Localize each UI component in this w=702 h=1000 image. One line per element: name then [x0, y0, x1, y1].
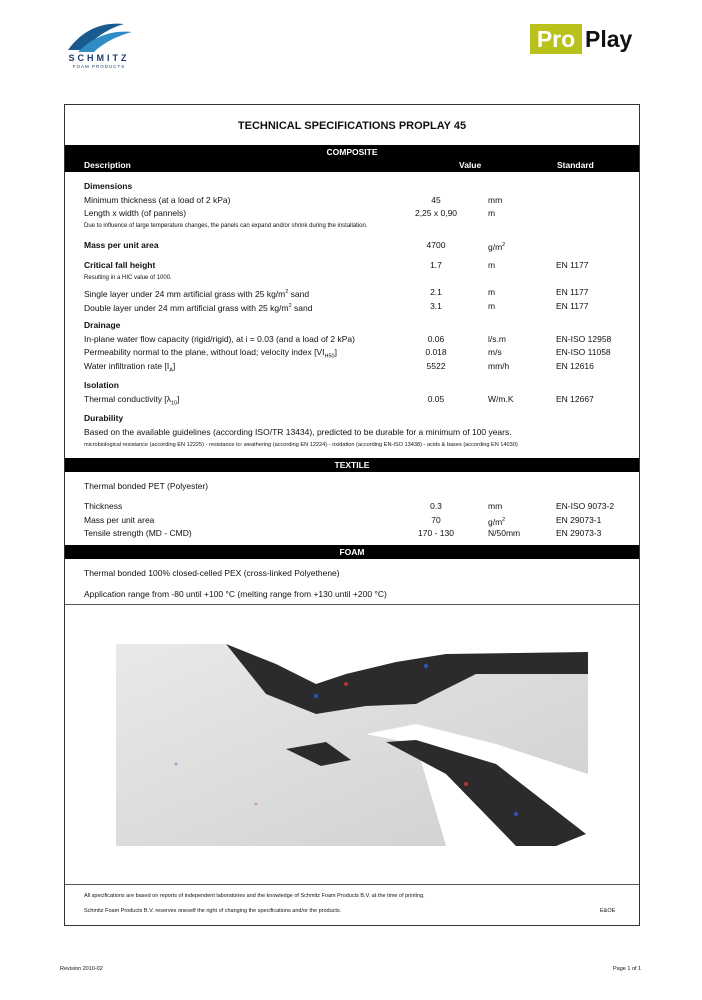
drainage-infiltration-standard: EN 12616 [556, 361, 594, 371]
mass-value: 4700 [426, 240, 446, 250]
textile-tensile-value: 170 - 130 [418, 528, 454, 538]
proplay-logo-pro: Pro [530, 24, 582, 54]
critical-double-layer-value: 3.1 [430, 301, 442, 311]
section-bar-textile: TEXTILE [65, 458, 639, 472]
section-bar-composite: COMPOSITE [65, 145, 639, 159]
critical-single-layer-value: 2.1 [430, 287, 442, 297]
critical-note: Resulting in a HIC value of 1000. [84, 275, 172, 281]
critical-single-layer-desc: Single layer under 24 mm artificial grass with 25 $kg/m^2$ sand [84, 288, 310, 299]
drainage-permeability-standard: EN-ISO 11058 [556, 347, 611, 357]
heading-durability: Durability [84, 413, 124, 423]
footer-eoe: E&OE [600, 908, 616, 914]
column-header-bar [65, 158, 639, 172]
footer-note-laboratories: All specifications are based on reports of independent laboratories and the knowledge of Schmitz Foam Products B.V. at the time of printing. [84, 893, 425, 899]
schmitz-logo [54, 20, 144, 72]
textile-mass-unit: $g/m^2$ [488, 516, 506, 527]
dimensions-thickness-desc: Minimum thickness (at a load of 2 kPa) [84, 195, 231, 205]
durability-note: microbiological resistance (according EN 12225) - resistance to: weathering (according EN 12224) - oxidation (according EN-ISO 13438) - acids & bases (according EN 14030) [84, 442, 518, 448]
isolation-conductivity-unit: W/m.K [488, 394, 514, 404]
textile-tensile-standard: EN 29073-3 [556, 528, 602, 538]
textile-thickness-standard: EN-ISO 9073-2 [556, 501, 615, 511]
section-bar-foam: FOAM [65, 545, 639, 559]
column-header-value: Value [459, 160, 482, 170]
textile-thickness-unit: mm [488, 501, 503, 511]
schmitz-wordmark: SCHMITZ [68, 53, 130, 63]
proplay-logo [530, 24, 648, 54]
critical-unit: m [488, 260, 496, 270]
textile-mass-desc: Mass per unit area [84, 515, 155, 525]
drainage-inplane-value: 0.06 [427, 334, 445, 344]
heading-drainage: Drainage [84, 320, 121, 330]
durability-text: Based on the available guidelines (according ISO/TR 13434), predicted to be durable for a minimum of 100 years. [84, 427, 512, 437]
textile-mass-value: 70 [431, 515, 441, 525]
dimensions-thickness-unit: mm [488, 195, 503, 205]
drainage-infiltration-value: 5522 [426, 361, 446, 371]
product-photo [116, 644, 588, 846]
footer-note-rights: Schmitz Foam Products B.V. reserves oneself the right of changing the specifications and/or the products. [84, 908, 342, 914]
drainage-inplane-desc: In-plane water flow capacity (rigid/rigid), at i = 0.03 (and a load of 2 kPa) [84, 334, 355, 344]
dimensions-size-value: 2,25 x 0,90 [414, 208, 458, 218]
heading-mass: Mass per unit area [84, 240, 159, 250]
critical-single-layer-unit: m [488, 287, 496, 297]
proplay-logo-play: Play [585, 26, 633, 52]
heading-critical-fall-height: Critical fall height [84, 260, 156, 270]
drainage-inplane-unit: l/s.m [488, 334, 506, 344]
column-header-description: Description [84, 160, 131, 170]
footer-divider [65, 884, 639, 885]
drainage-infiltration-unit: mm/h [488, 361, 510, 371]
drainage-permeability-unit: m/s [488, 347, 502, 357]
schmitz-wave-icon [54, 20, 144, 54]
textile-tensile-desc: Tensile strength (MD - CMD) [84, 528, 192, 538]
foam-sample-image [116, 644, 588, 846]
textile-intro: Thermal bonded PET (Polyester) [84, 481, 209, 491]
foam-divider [65, 604, 639, 605]
isolation-conductivity-desc: Thermal conductivity $[\lambda_{10}]$ [84, 394, 180, 407]
critical-value: 1.7 [430, 260, 442, 270]
textile-thickness-value: 0.3 [430, 501, 442, 511]
dimensions-size-desc: Length x width (of pannels) [84, 208, 187, 218]
critical-single-layer-standard: EN 1177 [556, 287, 589, 297]
critical-double-layer-standard: EN 1177 [556, 301, 589, 311]
dimensions-note: Due to influence of large temperature changes, the panels can expand and/or shrink during the installation. [84, 223, 368, 229]
isolation-conductivity-value: 0.05 [427, 394, 445, 404]
page-title: TECHNICAL SPECIFICATIONS PROPLAY 45 [237, 120, 467, 132]
critical-double-layer-unit: m [488, 301, 496, 311]
drainage-permeability-desc: Permeability normal to the plane, without load; velocity index $[VI_{H50}]$ [84, 347, 337, 360]
textile-mass-standard: EN 29073-1 [556, 515, 602, 525]
critical-standard: EN 1177 [556, 260, 589, 270]
schmitz-subtitle: FOAM PRODUCTS [72, 64, 126, 69]
dimensions-thickness-value: 45 [431, 195, 441, 205]
foam-description: Thermal bonded 100% closed-celled PEX (cross-linked Polyethene) [84, 568, 340, 578]
dimensions-size-unit: m [488, 208, 496, 218]
textile-thickness-desc: Thickness [84, 501, 123, 511]
drainage-infiltration-desc: Water infiltration rate $[I_A]$ [84, 361, 176, 374]
foam-application-range: Application range from -80 until +100 °C (melting range from +130 until +200 °C) [84, 589, 387, 599]
drainage-permeability-value: 0.018 [425, 347, 447, 357]
critical-double-layer-desc: Double layer under 24 mm artificial grass with 25 $kg/m^2$ sand [84, 302, 313, 313]
isolation-conductivity-standard: EN 12667 [556, 394, 594, 404]
heading-isolation: Isolation [84, 380, 119, 390]
column-header-standard: Standard [557, 160, 594, 170]
page-number: Page 1 of 1 [613, 966, 642, 972]
textile-tensile-unit: N/50mm [488, 528, 521, 538]
revision-label: Revision 2010-02 [60, 966, 103, 972]
heading-dimensions: Dimensions [84, 181, 133, 191]
mass-unit: $g/m^2$ [488, 241, 506, 252]
drainage-inplane-standard: EN-ISO 12958 [556, 334, 612, 344]
